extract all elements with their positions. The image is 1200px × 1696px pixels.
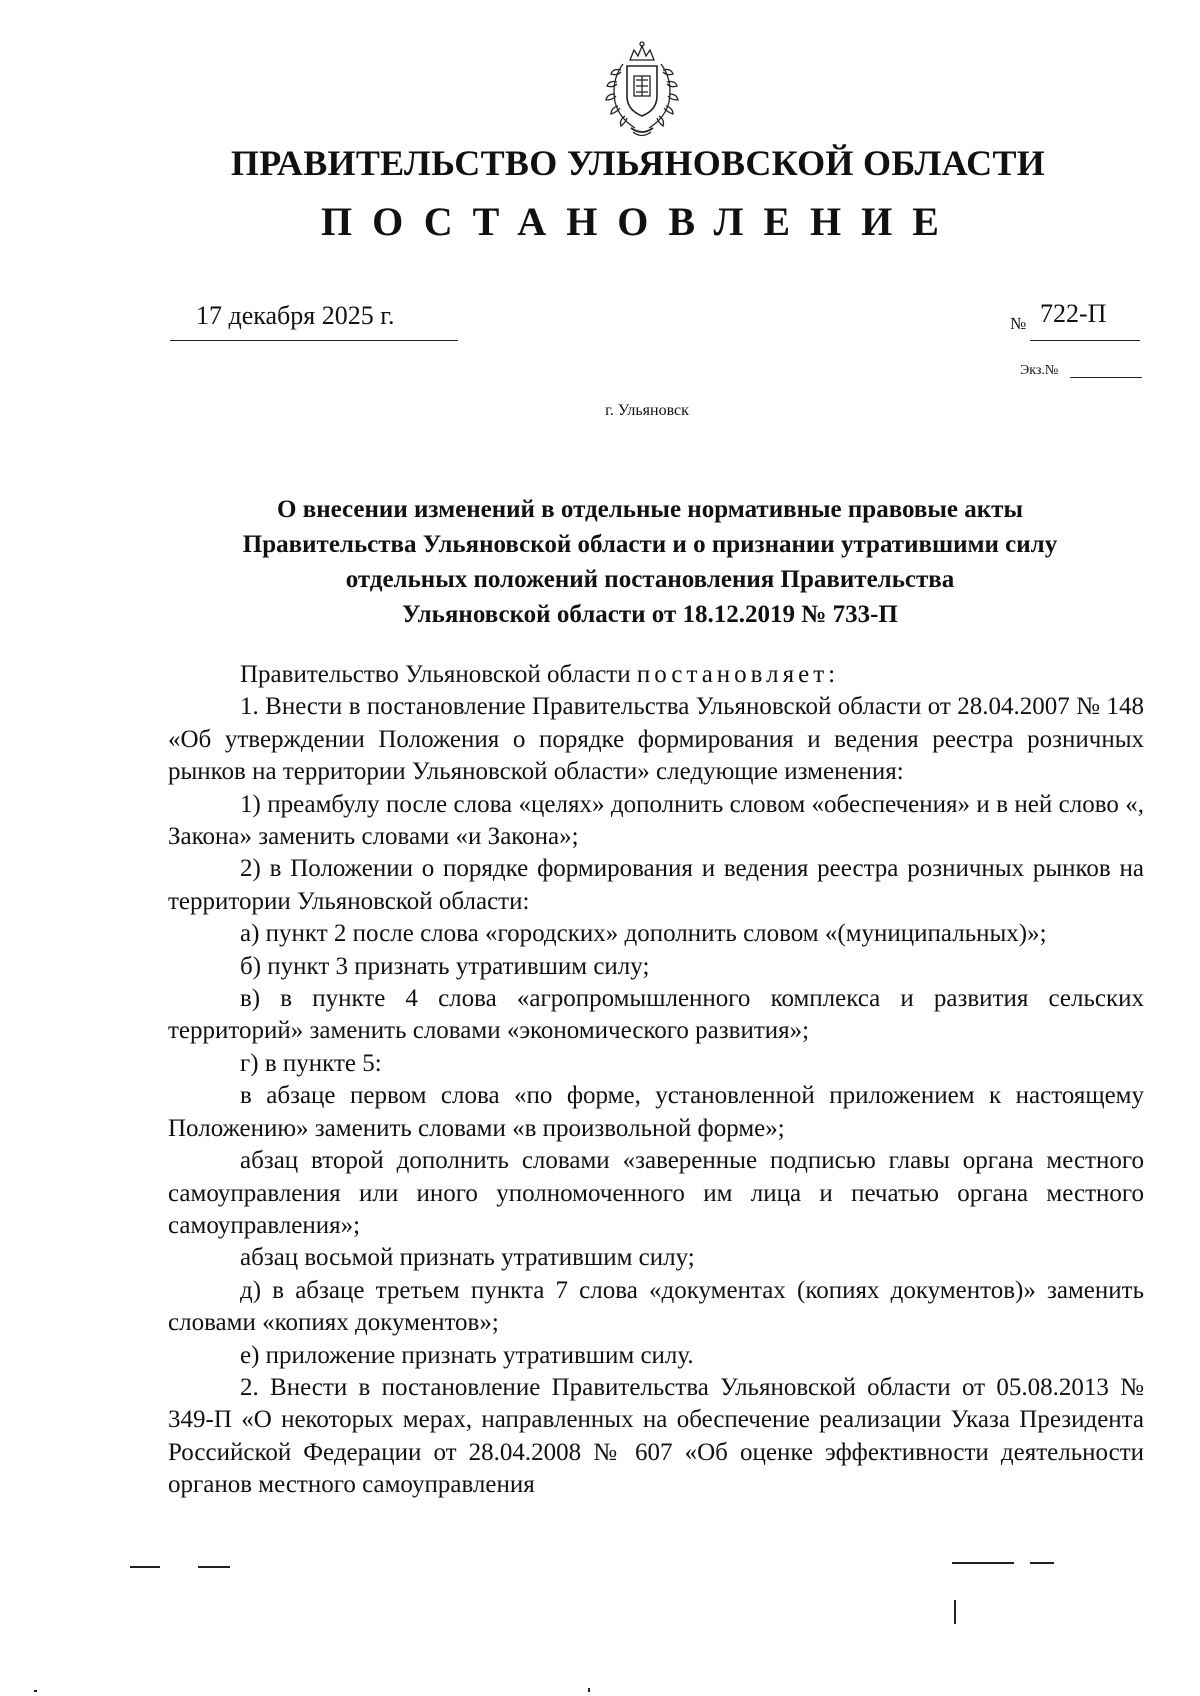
body-paragraph: 2. Внести в постановление Правительства Ульяновской области от 05.08.2013 № 349-П «О некоторых мерах, направленных на обеспечение реализации Указа Президента Российской Федерации от 28.04.2008 № 607 «Об оценке эффективности деятельности органов местного самоуправления (168, 1373, 1144, 1499)
body-paragraph: абзац восьмой признать утратившим силу; (240, 1244, 695, 1272)
document-type-title: ПОСТАНОВЛЕНИЕ (321, 199, 959, 244)
number-underline (1030, 340, 1140, 341)
scan-artifact (952, 1562, 1014, 1564)
scan-artifact (130, 1566, 160, 1568)
body-paragraph: 2) в Положении о порядке формирования и ведения реестра розничных рынков на территории Ульяновской области: (168, 855, 1144, 915)
date-underline (170, 340, 458, 341)
body-paragraph: е) приложение признать утратившим силу. (240, 1341, 694, 1369)
copy-number-label: Экз.№ (1020, 363, 1059, 378)
document-number: 722-П (1040, 299, 1107, 328)
number-label: № (1010, 314, 1027, 333)
subject-line: Правительства Ульяновской области и о признании утратившими силу (242, 531, 1058, 558)
scan-artifact (34, 1690, 37, 1692)
document-body (168, 659, 1144, 1502)
document-date: 17 декабря 2025 г. (196, 301, 395, 330)
intro-decree-word: постановляет: (636, 661, 840, 688)
body-paragraph: г) в пункте 5: (240, 1049, 382, 1077)
organization-title: ПРАВИТЕЛЬСТВО УЛЬЯНОВСКОЙ ОБЛАСТИ (230, 143, 1046, 183)
subject-line: Ульяновской области от 18.12.2019 № 733-П (402, 601, 898, 628)
city-label: г. Ульяновск (605, 402, 689, 419)
body-paragraph: абзац второй дополнить словами «заверенные подписью главы органа местного самоуправления или иного уполномоченного им лица и печатью органа местного самоуправления»; (168, 1147, 1144, 1239)
body-paragraph: в) в пункте 4 слова «агропромышленного комплекса и развития сельских территорий» заменить словами «экономического развития»; (168, 985, 1144, 1045)
intro-prefix: Правительство Ульяновской области (240, 661, 631, 688)
document-subject (150, 492, 1150, 632)
coat-of-arms-icon (603, 40, 681, 140)
subject-line: отдельных положений постановления Правительства (345, 566, 955, 593)
subject-line: О внесении изменений в отдельные нормативные правовые акты (277, 496, 1023, 523)
scan-artifact (588, 1688, 590, 1692)
copy-number-underline (1070, 377, 1142, 378)
body-paragraph: 1. Внести в постановление Правительства Ульяновской области от 28.04.2007 № 148 «Об утверждении Положения о порядке формирования и ведения реестра розничных рынков на территории Ульяновской области» следующие изменения: (168, 693, 1144, 786)
scan-artifact (198, 1566, 230, 1568)
intro-paragraph (168, 659, 1144, 691)
scan-artifact (1030, 1562, 1054, 1564)
body-paragraph: д) в абзаце третьем пункта 7 слова «документах (копиях документов)» заменить словами «копиях документов»; (168, 1276, 1144, 1337)
body-paragraph: б) пункт 3 признать утратившим силу; (240, 952, 650, 980)
body-paragraph: а) пункт 2 после слова «городских» дополнить словом «(муниципальных)»; (240, 920, 1047, 948)
body-paragraph: в абзаце первом слова «по форме, установленной приложением к настоящему Положению» заменить словами «в произвольной форме»; (168, 1082, 1144, 1142)
scan-artifact (954, 1600, 956, 1624)
body-paragraph: 1) преамбулу после слова «целях» дополнить словом «обеспечения» и в ней слово «, Закона» заменить словами «и Закона»; (168, 790, 1144, 851)
